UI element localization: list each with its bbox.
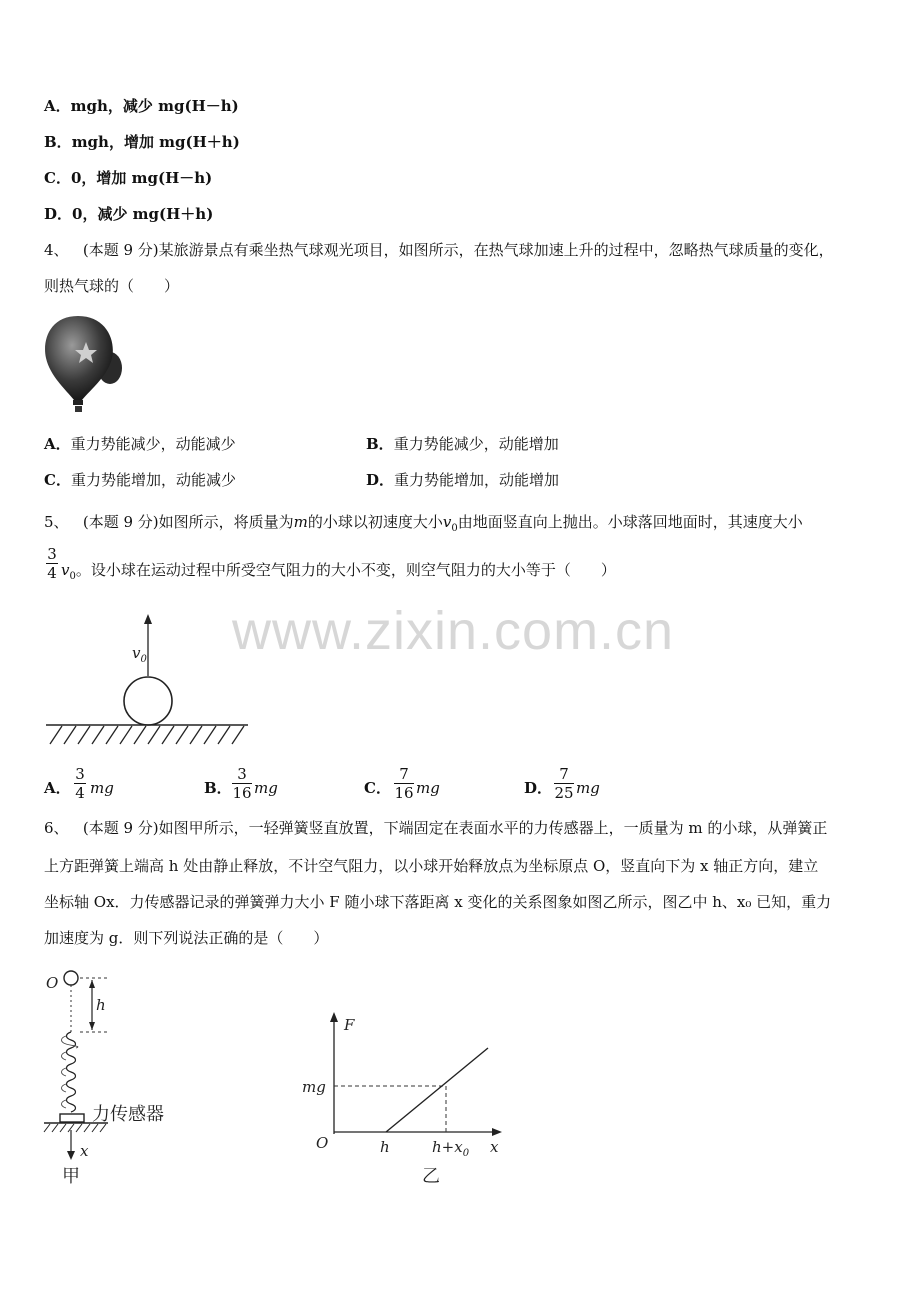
q6-jia-origin-label: O — [46, 974, 59, 992]
q4-option-b: B．重力势能减少，动能增加 — [366, 435, 559, 453]
q6-yi-mg-label: mg — [302, 1078, 326, 1096]
q3-option-c: C．0，增加 mg(H－h) — [44, 169, 213, 187]
q6-jia-sensor-label: 力传感器 — [92, 1104, 164, 1125]
q5-option-c-unit: mg — [416, 779, 440, 797]
q6-yi-caption: 乙 — [422, 1166, 440, 1187]
q5-option-b-frac: 3 16 — [232, 765, 252, 802]
q5-option-d-unit: mg — [576, 779, 600, 797]
q6-stem-line4: 加速度为 g．则下列说法正确的是（ ） — [44, 929, 329, 947]
q6-stem-line2: 上方距弹簧上端高 h 处由静止释放，不计空气阻力，以小球开始释放点为坐标原点 O，竖直向下为 x 轴正方向，建立 — [44, 857, 819, 875]
q6-yi-x-label: x — [490, 1138, 499, 1156]
q6-jia-caption: 甲 — [62, 1166, 80, 1187]
q5-option-d-frac: 7 25 — [554, 765, 574, 802]
q5-option-b-letter: B． — [204, 779, 232, 797]
q5-ground-hatch — [50, 726, 244, 744]
q4-option-c: C．重力势能增加，动能减少 — [44, 471, 236, 489]
q6-yi-force-line — [386, 1048, 488, 1132]
q6-figure-jia — [40, 960, 220, 1192]
q5-option-a-unit: mg — [90, 779, 114, 797]
q4-option-a: A．重力势能减少，动能减少 — [44, 435, 236, 453]
q6-yi-h-label: h — [380, 1138, 390, 1156]
q4-option-d: D．重力势能增加，动能增加 — [366, 471, 560, 489]
q6-yi-hx0-label: $h+x_0$ — [432, 1138, 470, 1159]
q3-option-a: A．mgh，减少 mg(H－h) — [44, 97, 239, 115]
q6-stem-line1: 6、 (本题 9 分)如图甲所示，一轻弹簧竖直放置，下端固定在表面水平的力传感器上，一质量为 m 的小球，从弹簧正 — [44, 819, 828, 837]
q6-jia-h-label: h — [96, 996, 106, 1014]
q4-stem-line1: 4、 (本题 9 分)某旅游景点有乘坐热气球观光项目，如图所示，在热气球加速上升的过程中，忽略热气球质量的变化， — [44, 241, 834, 259]
q5-stem-line2: $v_0$。设小球在运动过程中所受空气阻力的大小不变，则空气阻力的大小等于（ ） — [61, 561, 616, 582]
q6-yi-F-label: F — [344, 1016, 355, 1034]
q5-option-c-frac: 7 16 — [394, 765, 414, 802]
hot-air-balloon-image — [40, 310, 126, 418]
q6-force-sensor-block — [60, 1114, 84, 1122]
q6-figure-yi — [300, 1008, 520, 1188]
q6-yi-origin-label: O — [316, 1134, 329, 1152]
q5-option-a-letter: A． — [44, 779, 71, 797]
q5-option-d-letter: D． — [524, 779, 553, 797]
q5-ball-figure — [40, 608, 260, 750]
q4-stem-line2: 则热气球的（ ） — [44, 277, 180, 295]
q6-spring — [67, 1032, 76, 1112]
q3-option-b: B．mgh，增加 mg(H＋h) — [44, 133, 240, 151]
q5-option-a-frac: 3 4 — [75, 765, 85, 802]
q5-fig-v0-label: $v_0$ — [132, 644, 147, 665]
q5-stem-line1: 5、 (本题 9 分)如图所示，将质量为m的小球以初速度大小$v_0$由地面竖直向上抛出。小球落回地面时，其速度大小 — [44, 513, 803, 534]
watermark: www.zixin.com.cn — [232, 601, 675, 661]
q3-option-d: D．0，减少 mg(H＋h) — [44, 205, 214, 223]
q6-stem-line3: 坐标轴 Ox．力传感器记录的弹簧弹力大小 F 随小球下落距离 x 变化的关系图象如图乙所示，图乙中 h、x₀ 已知，重力 — [44, 893, 832, 911]
q5-option-c-letter: C． — [364, 779, 391, 797]
q5-option-b-unit: mg — [254, 779, 278, 797]
q5-fraction-3-4: 3 4 — [47, 545, 57, 582]
q6-jia-x-label: x — [80, 1142, 89, 1160]
